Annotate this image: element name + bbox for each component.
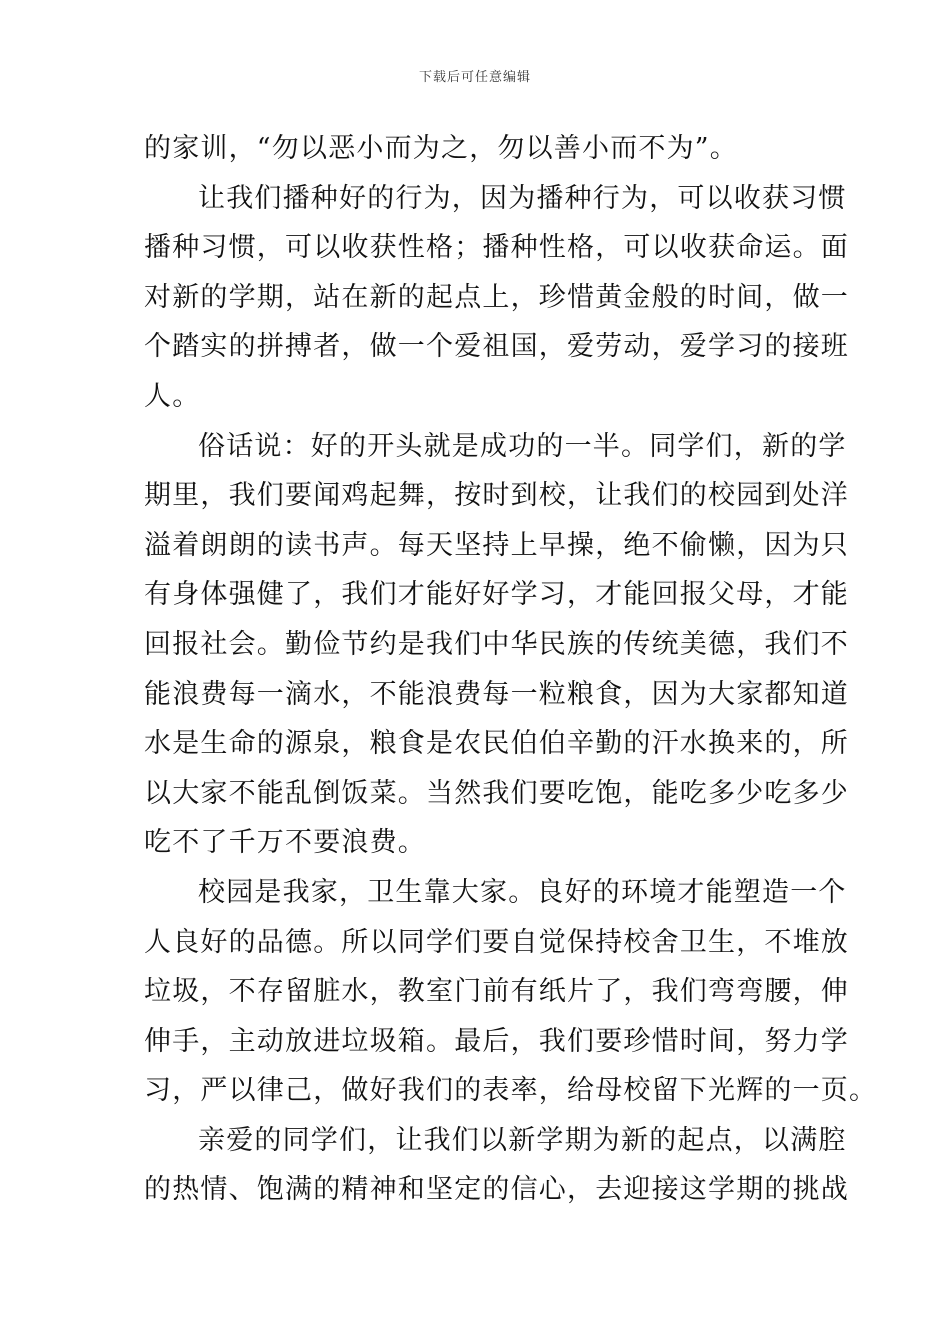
text-line: 播种习惯，可以收获性格；播种性格，可以收获命运。面 (144, 232, 849, 264)
text-line: 溢着朗朗的读书声。每天坚持上早操，绝不偷懒，因为只 (144, 529, 849, 561)
text-line: 水是生命的源泉，粮食是农民伯伯辛勤的汗水换来的，所 (144, 728, 849, 760)
text-line: 垃圾，不存留脏水，教室门前有纸片了，我们弯弯腰，伸 (144, 976, 849, 1008)
text-line: 的家训，“勿以恶小而为之，勿以善小而不为”。 (144, 133, 739, 164)
text-line: 吃不了千万不要浪费。 (144, 827, 426, 859)
text-line: 能浪费每一滴水，不能浪费每一粒粮食，因为大家都知道 (144, 678, 849, 710)
text-line: 人良好的品德。所以同学们要自觉保持校舍卫生，不堆放 (144, 926, 849, 958)
text-line: 习，严以律己，做好我们的表率，给母校留下光辉的一页。 (144, 1075, 878, 1107)
text-line: 以大家不能乱倒饭菜。当然我们要吃饱，能吃多少吃多少 (144, 777, 849, 809)
text-line: 对新的学期，站在新的起点上，珍惜黄金般的时间，做一 (144, 281, 849, 313)
text-line: 的热情、饱满的精神和坚定的信心，去迎接这学期的挑战 (144, 1174, 849, 1206)
text-line: 期里，我们要闻鸡起舞，按时到校，让我们的校园到处洋 (144, 480, 849, 512)
text-line: 俗话说：好的开头就是成功的一半。同学们，新的学 (198, 430, 847, 462)
text-line: 伸手，主动放进垃圾箱。最后，我们要珍惜时间，努力学 (144, 1025, 849, 1057)
text-line: 有身体强健了，我们才能好好学习，才能回报父母，才能 (144, 579, 849, 611)
text-line: 亲爱的同学们，让我们以新学期为新的起点，以满腔 (198, 1124, 847, 1156)
document-body (144, 124, 878, 1215)
text-line: 校园是我家，卫生靠大家。良好的环境才能塑造一个 (198, 876, 847, 908)
text-line: 人。 (144, 380, 201, 412)
text-line: 个踏实的拼搏者，做一个爱祖国，爱劳动，爱学习的接班 (144, 331, 849, 363)
page-header: 下载后可任意编辑 (418, 70, 531, 85)
text-line: 回报社会。勤俭节约是我们中华民族的传统美德，我们不 (144, 628, 849, 660)
text-line: 让我们播种好的行为，因为播种行为，可以收获习惯 (198, 182, 847, 214)
